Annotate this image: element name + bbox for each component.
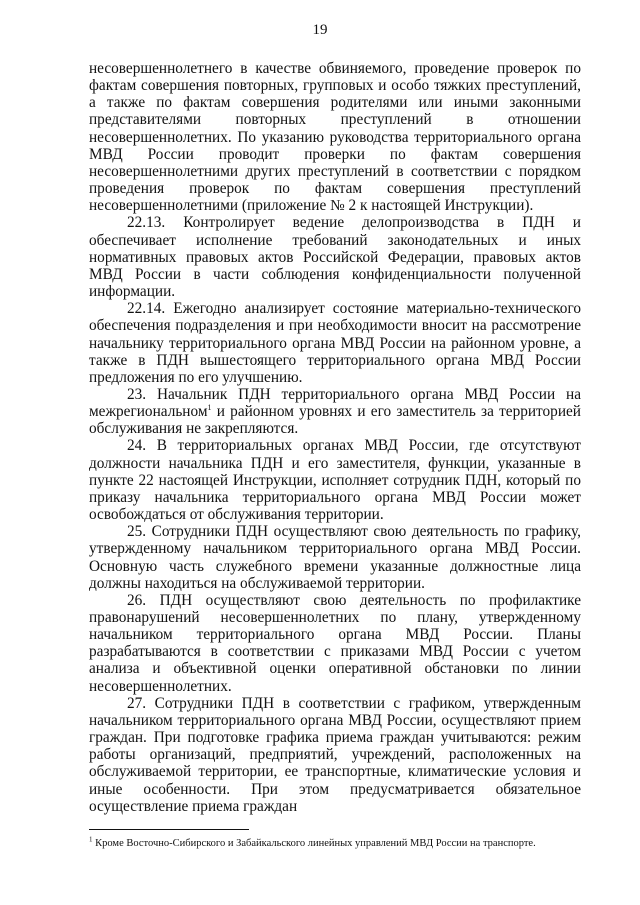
footnote-mark: 1 — [89, 835, 93, 844]
document-body — [89, 60, 581, 815]
footnote-separator — [89, 829, 249, 830]
paragraph-26: 26. ПДН осуществляют свою деятельность по профилактике правонарушений несовершеннолетних по плану, утвержденному начальником территориального органа МВД России. Планы разрабатываются в соответствии с приказами МВД России с учетом анализа и объективной оценки оперативной обстановки по линии несовершеннолетних. — [89, 591, 581, 695]
footnote-text: Кроме Восточно-Сибирского и Забайкальского линейных управлений МВД России на транспорте. — [92, 838, 536, 849]
footnote — [89, 835, 589, 850]
paragraph-22-13: 22.13. Контролирует ведение делопроизводства в ПДН и обеспечивает исполнение требований законодательных и иных нормативных правовых актов Российской Федерации, правовых актов МВД России в части соблюдения конфиденциальности полученной информации. — [89, 214, 581, 301]
page-number: 19 — [312, 22, 328, 38]
paragraph-23 — [89, 386, 581, 437]
footnote-reference: 1 — [207, 403, 212, 413]
paragraph-continuation: несовершеннолетнего в качестве обвиняемого, проведение проверок по фактам совершения повторных, групповых и особо тяжких преступлений, а также по фактам совершения родителями или иными законными представителями повторных преступлений в отношении несовершеннолетних. По указанию руководства территориального органа МВД России проводит проверки по фактам совершения несовершеннолетними других преступлений в соответствии с порядком проведения проверок по фактам совершения преступлений несовершеннолетними (приложение № 2 к настоящей Инструкции). — [89, 60, 581, 215]
paragraph-23-text-continued: и районном уровнях и его заместитель за территорией обслуживания не закрепляются. — [89, 403, 581, 438]
paragraph-24: 24. В территориальных органах МВД России, где отсутствуют должности начальника ПДН и его заместителя, функции, указанные в пункте 22 настоящей Инструкции, исполняет сотрудник ПДН, который по приказу начальника территориального органа МВД России может освобождаться от обслуживания территории. — [89, 437, 581, 524]
paragraph-25: 25. Сотрудники ПДН осуществляют свою деятельность по графику, утвержденному начальником территориального органа МВД России. Основную часть служебного времени указанные должностные лица должны находиться на обслуживаемой территории. — [89, 523, 581, 592]
paragraph-27: 27. Сотрудники ПДН в соответствии с графиком, утвержденным начальником территориального органа МВД России, осуществляют прием граждан. При подготовке графика приема граждан учитываются: режим работы организаций, предприятий, учреждений, расположенных на обслуживаемой территории, ее транспортные, климатические условия и иные особенности. При этом предусматривается обязательное осуществление приема граждан — [89, 694, 581, 815]
paragraph-23-text: 23. Начальник ПДН территориального органа МВД России на межрегиональном — [89, 385, 581, 421]
paragraph-22-14: 22.14. Ежегодно анализирует состояние материально-технического обеспечения подразделения и при необходимости вносит на рассмотрение начальнику территориального органа МВД России на районном уровне, а также в ПДН вышестоящего территориального органа МВД России предложения по его улучшению. — [89, 300, 581, 386]
